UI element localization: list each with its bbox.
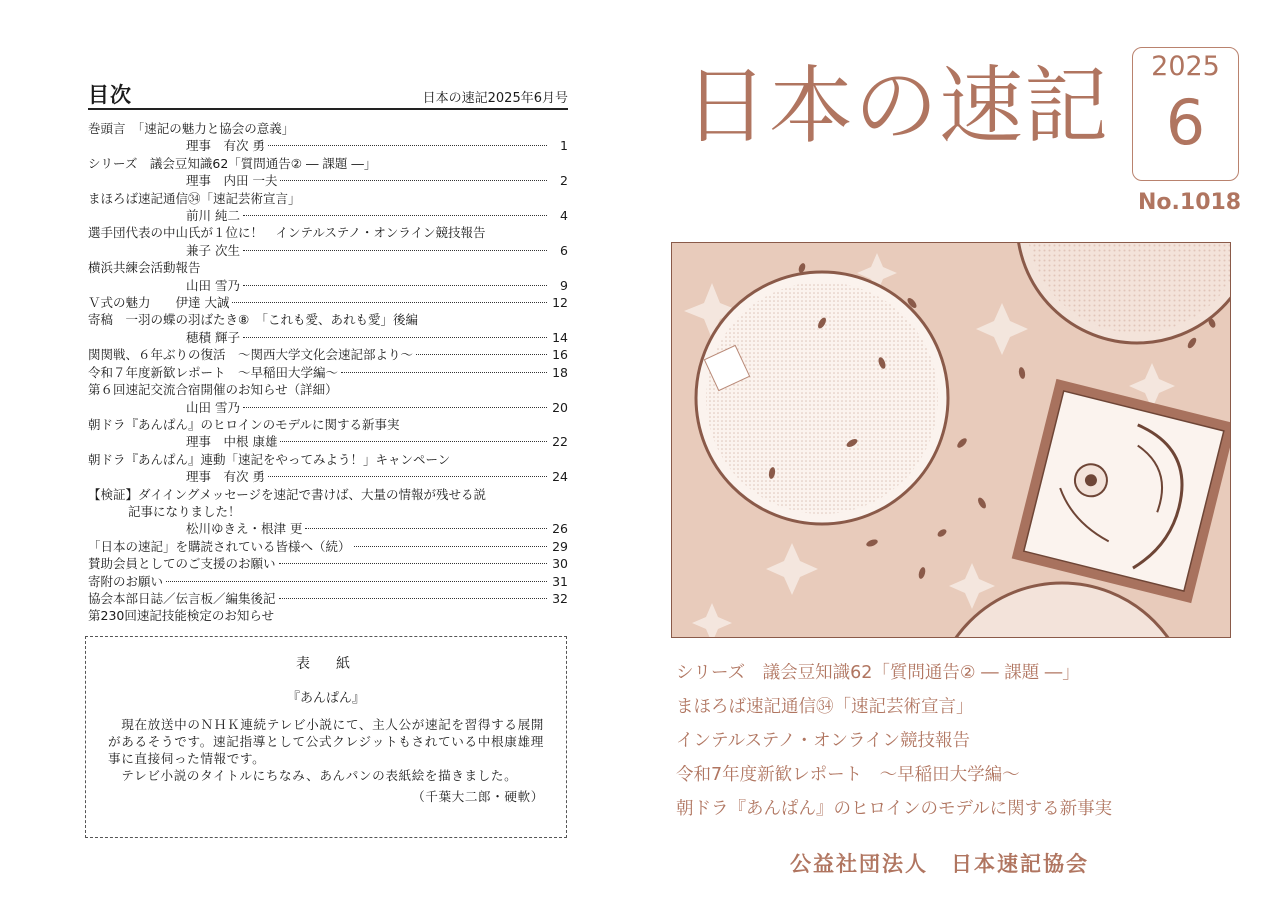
toc-entry-author: 穂積 輝子 xyxy=(186,329,240,345)
toc-entry-title: 【検証】ダイイングメッセージを速記で書けば、大量の情報が残せる説 xyxy=(88,486,487,502)
toc-entry-title xyxy=(88,555,568,572)
toc-leader-dots xyxy=(243,285,547,286)
toc-entry-author: 理事 内田 一夫 xyxy=(186,173,278,189)
magazine-title: 日本の速記 xyxy=(684,57,1110,155)
toc-entry-title xyxy=(88,538,568,555)
toc-leader-dots xyxy=(341,372,547,373)
toc-leader-dots xyxy=(232,302,547,303)
toc-leader-dots xyxy=(305,528,547,529)
cover-headline: インテルステノ・オンライン競技報告 xyxy=(676,731,970,751)
toc-page-number: 26 xyxy=(552,521,568,537)
toc-leader-dots xyxy=(243,215,547,216)
toc-page-number: 30 xyxy=(552,556,568,572)
toc-leader-dots xyxy=(243,407,547,408)
toc-entry-author-row xyxy=(88,207,568,224)
toc-leader-dots xyxy=(243,250,547,251)
toc-issue-label: 日本の速記2025年6月号 xyxy=(422,91,568,106)
toc-leader-dots xyxy=(280,180,547,181)
toc-entry-author-row xyxy=(88,172,568,189)
toc-entry-author: 前川 純二 xyxy=(186,208,240,224)
toc-entry-author-row xyxy=(88,242,568,259)
toc-leader-dots xyxy=(268,476,547,477)
toc-entry-title: 横浜共練会活動報告 xyxy=(88,260,201,276)
toc-entry-text: 寄附のお願い xyxy=(88,573,164,589)
toc-title: 目次 xyxy=(88,83,132,107)
toc-entry-text: 令和７年度新歓レポート ～早稲田大学編～ xyxy=(88,364,339,380)
toc-entry-text: 関関戦、６年ぶりの復活 ～関西大学文化会速記部より～ xyxy=(88,347,414,363)
toc-page-number: 18 xyxy=(552,364,568,380)
toc-page-number: 9 xyxy=(560,277,568,293)
issue-box xyxy=(1132,47,1239,181)
cover-headline: シリーズ 議会豆知識62「質問通告② ― 課題 ―」 xyxy=(676,663,1080,683)
toc-entry-author: 山田 雪乃 xyxy=(186,277,240,293)
toc-entry-text: 「日本の速記」を購読されている皆様へ（続） xyxy=(88,538,351,554)
toc-entry-text: Ｖ式の魅力 伊達 大誠 xyxy=(88,295,230,311)
table-of-contents xyxy=(88,78,568,625)
toc-entry-title: 寄稿 一羽の蝶の羽ばたき⑧ 「これも愛、あれも愛」後編 xyxy=(88,312,418,328)
toc-header xyxy=(88,78,568,110)
toc-entry-title: 第230回速記技能検定のお知らせ xyxy=(88,608,274,624)
toc-leader-dots xyxy=(243,337,547,338)
toc-entry-title xyxy=(88,573,568,590)
toc-entry-title: 朝ドラ『あんぱん』のヒロインのモデルに関する新事実 xyxy=(88,416,400,432)
publisher-name: 公益社団法人 日本速記協会 xyxy=(790,852,1089,876)
toc-entry-author-row xyxy=(88,520,568,537)
toc-entry-author-row xyxy=(88,137,568,154)
toc-page-number: 2 xyxy=(560,173,568,189)
toc-page-number: 22 xyxy=(552,434,568,450)
toc-entry-title xyxy=(88,590,568,607)
cover-box-paragraph: 現在放送中のＮＨＫ連続テレビ小説にて、主人公が速記を習得する展開があるそうです。速記指導として公式クレジットもされている中根康雄理事に直接伺った情報です。 xyxy=(108,717,544,766)
toc-entry-author-row xyxy=(88,399,568,416)
toc-entry-title: 第６回速記交流合宿開催のお知らせ（詳細） xyxy=(88,382,338,398)
toc-leader-dots xyxy=(416,354,547,355)
cover-headline: まほろば速記通信㉞「速記芸術宣言」 xyxy=(676,697,974,717)
toc-entry-title: シリーズ 議会豆知識62「質問通告② ― 課題 ―」 xyxy=(88,155,377,171)
toc-page-number: 32 xyxy=(552,590,568,606)
toc-page-number: 16 xyxy=(552,347,568,363)
toc-page-number: 12 xyxy=(552,295,568,311)
toc-entry-text: 賛助会員としてのご支援のお願い xyxy=(88,556,276,572)
cover-box-body xyxy=(108,716,544,784)
cover-box-title: 表 紙 xyxy=(296,656,356,672)
toc-entry-title xyxy=(88,364,568,381)
anpan-illustration xyxy=(672,243,1231,638)
toc-entry-title xyxy=(88,294,568,311)
toc-leader-dots xyxy=(279,563,547,564)
issue-number: No.1018 xyxy=(1138,190,1242,215)
toc-entry-title: 選手団代表の中山氏が１位に！ インテルステノ・オンライン競技報告 xyxy=(88,225,486,241)
toc-page-number: 20 xyxy=(552,399,568,415)
toc-entry-title: 朝ドラ『あんぱん』連動「速記をやってみよう！」キャンペーン xyxy=(88,451,451,467)
toc-page-number: 31 xyxy=(552,573,568,589)
toc-entry-author-row xyxy=(88,433,568,450)
issue-year: 2025 xyxy=(1151,51,1220,82)
toc-entry-author: 山田 雪乃 xyxy=(186,399,240,415)
cover-box-credit: （千葉大二郎・硬軟） xyxy=(412,789,544,804)
cover-box-subtitle: 『あんぱん』 xyxy=(286,691,365,706)
toc-entry-title: 巻頭言 「速記の魅力と協会の意義」 xyxy=(88,121,295,136)
cover-headlines xyxy=(676,656,1112,826)
issue-month: 6 xyxy=(1165,86,1206,159)
toc-page-number: 4 xyxy=(560,208,568,224)
toc-entry-author: 理事 有次 勇 xyxy=(186,469,265,485)
cover-box-paragraph: テレビ小説のタイトルにちなみ、あんパンの表紙絵を描きました。 xyxy=(108,768,518,783)
toc-page-number: 6 xyxy=(560,242,568,258)
toc-page-number: 14 xyxy=(552,329,568,345)
cover-headline: 朝ドラ『あんぱん』のヒロインのモデルに関する新事実 xyxy=(676,799,1113,819)
toc-page-number: 24 xyxy=(552,469,568,485)
cover-headline: 令和7年度新歓レポート ～早稲田大学編～ xyxy=(676,765,1020,785)
toc-entry-title-cont: 記事になりました！ xyxy=(128,503,241,519)
toc-leader-dots xyxy=(280,441,547,442)
cover-illustration xyxy=(671,242,1231,638)
toc-entry-author-row xyxy=(88,468,568,485)
toc-list xyxy=(88,120,568,625)
toc-entry-author-row xyxy=(88,329,568,346)
toc-leader-dots xyxy=(166,581,547,582)
toc-page-number: 1 xyxy=(560,138,568,154)
toc-leader-dots xyxy=(268,145,547,146)
toc-entry-text: 協会本部日誌／伝言板／編集後記 xyxy=(88,590,276,606)
toc-leader-dots xyxy=(354,546,547,547)
toc-entry-author-row xyxy=(88,277,568,294)
toc-entry-author: 松川ゆきえ・根津 更 xyxy=(186,521,303,537)
toc-leader-dots xyxy=(279,598,547,599)
toc-entry-title: まほろば速記通信㉞「速記芸術宣言」 xyxy=(88,190,301,206)
toc-entry-title xyxy=(88,346,568,363)
toc-entry-author: 兼子 次生 xyxy=(186,242,240,258)
toc-entry-author: 理事 中根 康雄 xyxy=(186,434,278,450)
toc-entry-author: 理事 有次 勇 xyxy=(186,138,265,154)
cover-description-box xyxy=(85,636,567,838)
toc-page-number: 29 xyxy=(552,538,568,554)
